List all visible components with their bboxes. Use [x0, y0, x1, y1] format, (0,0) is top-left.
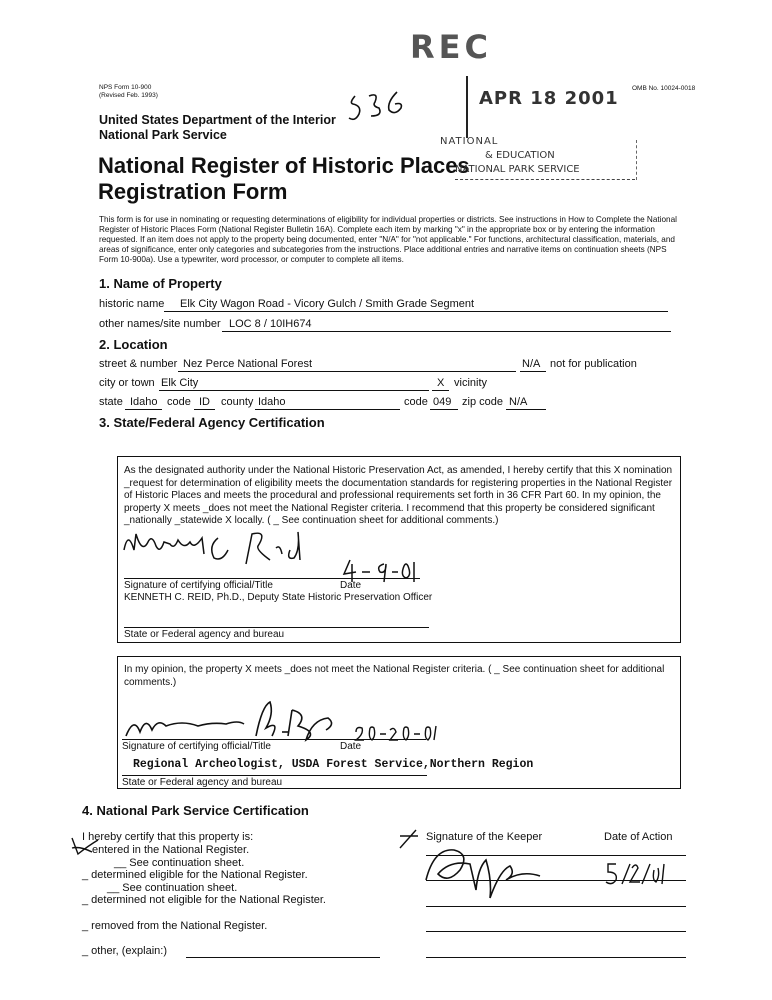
- omb-number: OMB No. 10024-0018: [632, 85, 696, 92]
- state-certification-text: As the designated authority under the National Historic Preservation Act, as amended, I hereby certify that this X nomination _request for determination of eligibility meets the documentation standards for registering properties in the National Register of Historic Places and meets the procedural and professional requirements set forth in 36 CFR Part 60. In my opinion, the property X meets _does not meet the National Register criteria. I recommend that this property be considered significant _nationally _statewide X locally. ( _ See continuation sheet for additional comments.): [124, 465, 673, 526]
- vicinity-underline: [432, 390, 449, 391]
- action-date-handwritten: [604, 860, 674, 895]
- county-code-label: code: [404, 396, 428, 408]
- federal-opinion-text: In my opinion, the property X meets _does not meet the National Register criteria. ( _ See continuation sheet for additional comments.): [124, 664, 665, 688]
- section-1-heading: 1. Name of Property: [99, 276, 222, 291]
- city-label: city or town: [99, 377, 155, 389]
- historic-name-field[interactable]: Elk City Wagon Road - Vicory Gulch / Smith Grade Segment: [180, 298, 475, 310]
- agency-line: National Park Service: [99, 128, 227, 142]
- section-3-heading: 3. State/Federal Agency Certification: [99, 415, 325, 430]
- handwritten-reference-number: [345, 88, 415, 133]
- page-title: National Register of Historic Places: [98, 153, 470, 178]
- entered-option[interactable]: entered in the National Register.: [92, 844, 250, 856]
- section-2-heading: 2. Location: [99, 337, 168, 352]
- other-names-field[interactable]: LOC 8 / 10IH674: [229, 318, 312, 330]
- state-field[interactable]: Idaho: [130, 396, 158, 408]
- county-underline: [255, 409, 400, 410]
- page-subtitle: Registration Form: [98, 179, 288, 204]
- keeper-line-2: [426, 880, 686, 881]
- street-label: street & number: [99, 358, 178, 370]
- federal-signature-date: [352, 722, 442, 749]
- state-code-label: code: [167, 396, 191, 408]
- received-stamp-top: REC: [410, 28, 492, 66]
- state-code-field[interactable]: ID: [199, 396, 210, 408]
- keeper-line-4: [426, 931, 686, 932]
- zip-underline: [506, 409, 546, 410]
- stamp-border-left: [466, 76, 468, 138]
- state-label: state: [99, 396, 123, 408]
- stamp-border-right: [636, 140, 637, 180]
- state-official-name: KENNETH C. REID, Ph.D., Deputy State Historic Preservation Officer: [124, 592, 433, 603]
- state-official-signature: [118, 520, 308, 575]
- other-names-label: other names/site number: [99, 318, 221, 330]
- historic-name-label: historic name: [99, 298, 165, 310]
- keeper-checkmark-icon: [398, 828, 420, 855]
- vicinity-label: vicinity: [454, 377, 488, 389]
- stamp-border-bottom: [455, 179, 635, 180]
- not-for-publication-field[interactable]: N/A: [522, 358, 541, 370]
- keeper-line-3: [426, 906, 686, 907]
- not-for-publication-label: not for publication: [550, 358, 637, 370]
- federal-date-label: Date: [340, 741, 362, 752]
- see-continuation-1[interactable]: __ See continuation sheet.: [114, 857, 245, 869]
- other-explain-line: [186, 957, 380, 958]
- determined-not-eligible-option[interactable]: _ determined not eligible for the National Register.: [82, 894, 326, 906]
- form-revised: (Revised Feb. 1993): [99, 92, 158, 99]
- county-code-underline: [430, 409, 458, 410]
- county-field[interactable]: Idaho: [258, 396, 286, 408]
- state-code-underline: [194, 409, 215, 410]
- vicinity-checkbox[interactable]: X: [437, 377, 445, 389]
- county-label: county: [221, 396, 254, 408]
- zip-label: zip code: [462, 396, 503, 408]
- other-names-underline: [222, 331, 671, 332]
- federal-signature-label: Signature of certifying official/Title: [122, 741, 271, 752]
- removed-option[interactable]: _ removed from the National Register.: [82, 920, 268, 932]
- see-continuation-2[interactable]: __ See continuation sheet.: [107, 882, 238, 894]
- city-underline: [159, 390, 429, 391]
- stamp-line2: & EDUCATION: [485, 150, 555, 161]
- na-underline: [520, 371, 546, 372]
- date-of-action-label: Date of Action: [604, 831, 673, 843]
- determined-eligible-option[interactable]: _ determined eligible for the National Register.: [82, 869, 308, 881]
- other-option[interactable]: _ other, (explain:): [82, 945, 167, 957]
- federal-bureau-label: State or Federal agency and bureau: [122, 777, 283, 788]
- state-date-label: Date: [340, 580, 362, 591]
- nps-certify-statement: I hereby certify that this property is:: [82, 831, 254, 843]
- city-field[interactable]: Elk City: [161, 377, 199, 389]
- state-underline: [125, 409, 162, 410]
- stamp-line3: NATIONAL PARK SERVICE: [455, 164, 580, 175]
- instructions-paragraph: This form is for use in nominating or requesting determinations of eligibility for individual properties or districts. See instructions in How to Complete the National Register of Historic Places Form (National Register Bulletin 16A). Complete each item by marking "x" in the appropriate box or by entering the information requested. If an item does not apply to the property being documented, enter "N/A" for "not applicable." For functions, architectural classification, materials, and areas of significance, enter only categories and subcategories from the instructions. Place additional entries and narrative items on continuation sheets (NPS Form 10-900a). Use a typewriter, word processor, or computer to complete all items.: [99, 215, 677, 264]
- federal-official-title: Regional Archeologist, USDA Forest Service,Northern Region: [133, 758, 534, 771]
- keeper-line-1: [426, 855, 686, 856]
- historic-name-underline: [164, 311, 668, 312]
- section-4-heading: 4. National Park Service Certification: [82, 803, 309, 818]
- state-signature-label: Signature of certifying official/Title: [124, 580, 273, 591]
- keeper-signature: [420, 840, 550, 915]
- form-number: NPS Form 10-900: [99, 84, 152, 91]
- stamp-date: APR 18 2001: [479, 88, 619, 109]
- street-underline: [178, 371, 516, 372]
- keeper-line-5: [426, 957, 686, 958]
- stamp-line1: NATIONAL: [440, 136, 499, 147]
- keeper-signature-label: Signature of the Keeper: [426, 831, 543, 843]
- zip-field[interactable]: N/A: [509, 396, 528, 408]
- department-line: United States Department of the Interior: [99, 113, 336, 127]
- state-bureau-label: State or Federal agency and bureau: [124, 629, 285, 640]
- county-code-field[interactable]: 049: [433, 396, 452, 408]
- street-field[interactable]: Nez Perce National Forest: [183, 358, 312, 370]
